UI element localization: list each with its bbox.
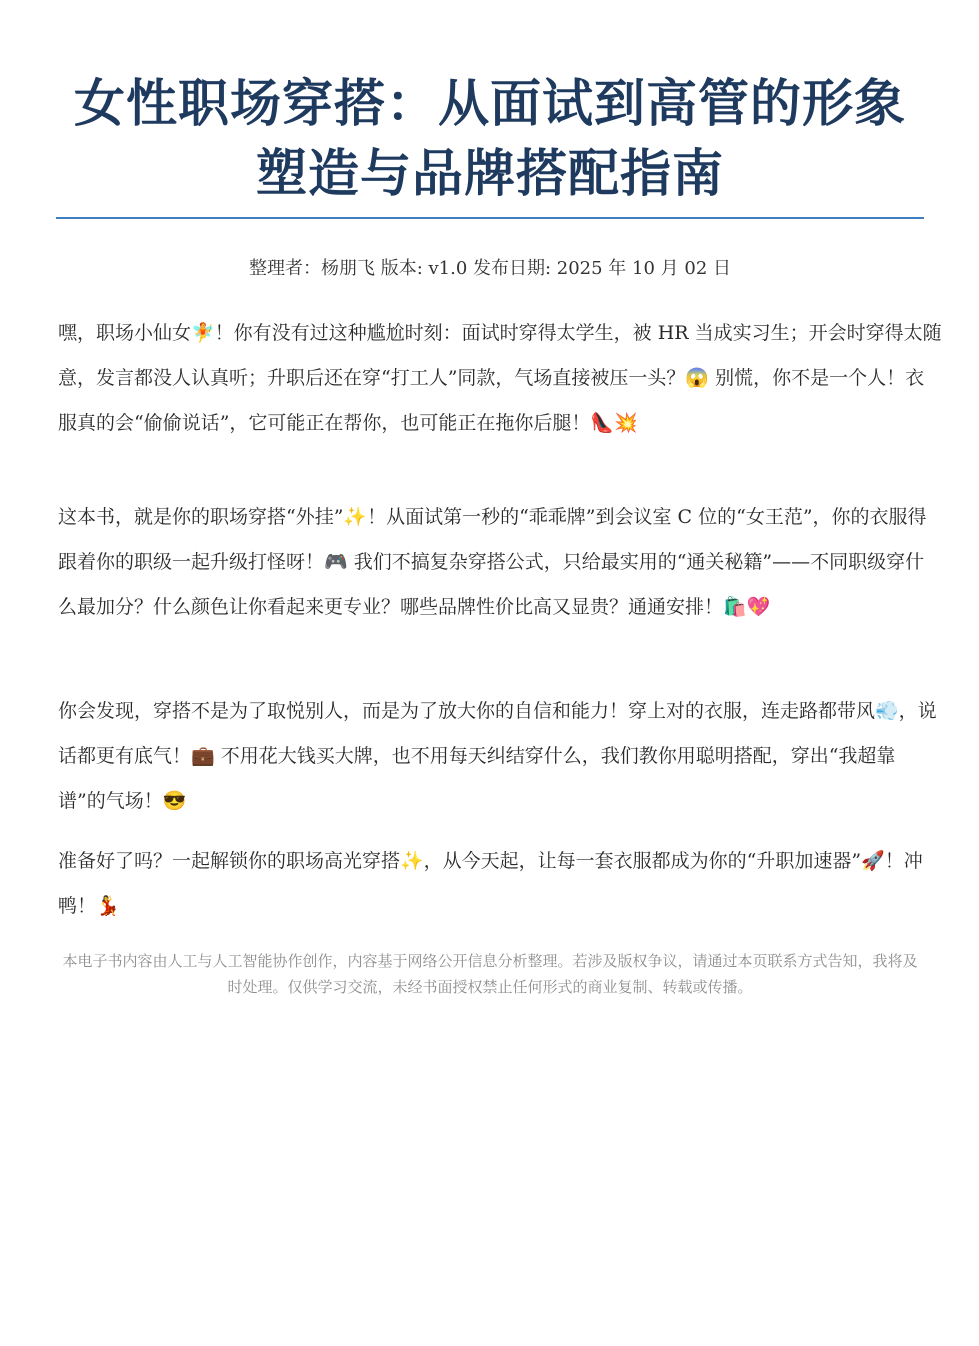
intro-paragraph-4: 准备好了吗？一起解锁你的职场高光穿搭✨，从今天起，让每一套衣服都成为你的“升职加速器”🚀！冲鸭！💃 <box>58 850 923 917</box>
intro-paragraph-1: 嘿，职场小仙女🧚！你有没有过这种尴尬时刻：面试时穿得太学生，被 HR 当成实习生；开会时穿得太随意，发言都没人认真听；升职后还在穿“打工人”同款，气场直接被压一头？😱 别慌，你不是一个人！衣服真的会“偷偷说话”，它可能正在帮你，也可能正在拖你后腿！👠💥 <box>58 322 942 434</box>
title-divider <box>56 217 924 219</box>
document-title: 女性职场穿搭：从面试到高管的形象塑造与品牌搭配指南 <box>73 75 906 204</box>
copyright-notice: 本电子书内容由人工与人工智能协作创作，内容基于网络公开信息分析整理。若涉及版权争议，请通过本页联系方式告知，我将及时处理。仅供学习交流，未经书面授权禁止任何形式的商业复制、转载或传播。 <box>62 952 918 996</box>
document-meta: 整理者：杨朋飞 版本: v1.0 发布日期: 2025 年 10 月 02 日 <box>248 258 732 279</box>
intro-paragraph-3: 你会发现，穿搭不是为了取悦别人，而是为了放大你的自信和能力！穿上对的衣服，连走路都带风💨，说话都更有底气！💼 不用花大钱买大牌，也不用每天纠结穿什么，我们教你用聪明搭配，穿出“我超靠谱”的气场！😎 <box>58 700 937 812</box>
intro-paragraph-2: 这本书，就是你的职场穿搭“外挂”✨！从面试第一秒的“乖乖牌”到会议室 C 位的“女王范”，你的衣服得跟着你的职级一起升级打怪呀！🎮 我们不搞复杂穿搭公式，只给最实用的“通关秘籍”——不同职级穿什么最加分？什么颜色让你看起来更专业？哪些品牌性价比高又显贵？通通安排！🛍️💖 <box>58 506 927 618</box>
